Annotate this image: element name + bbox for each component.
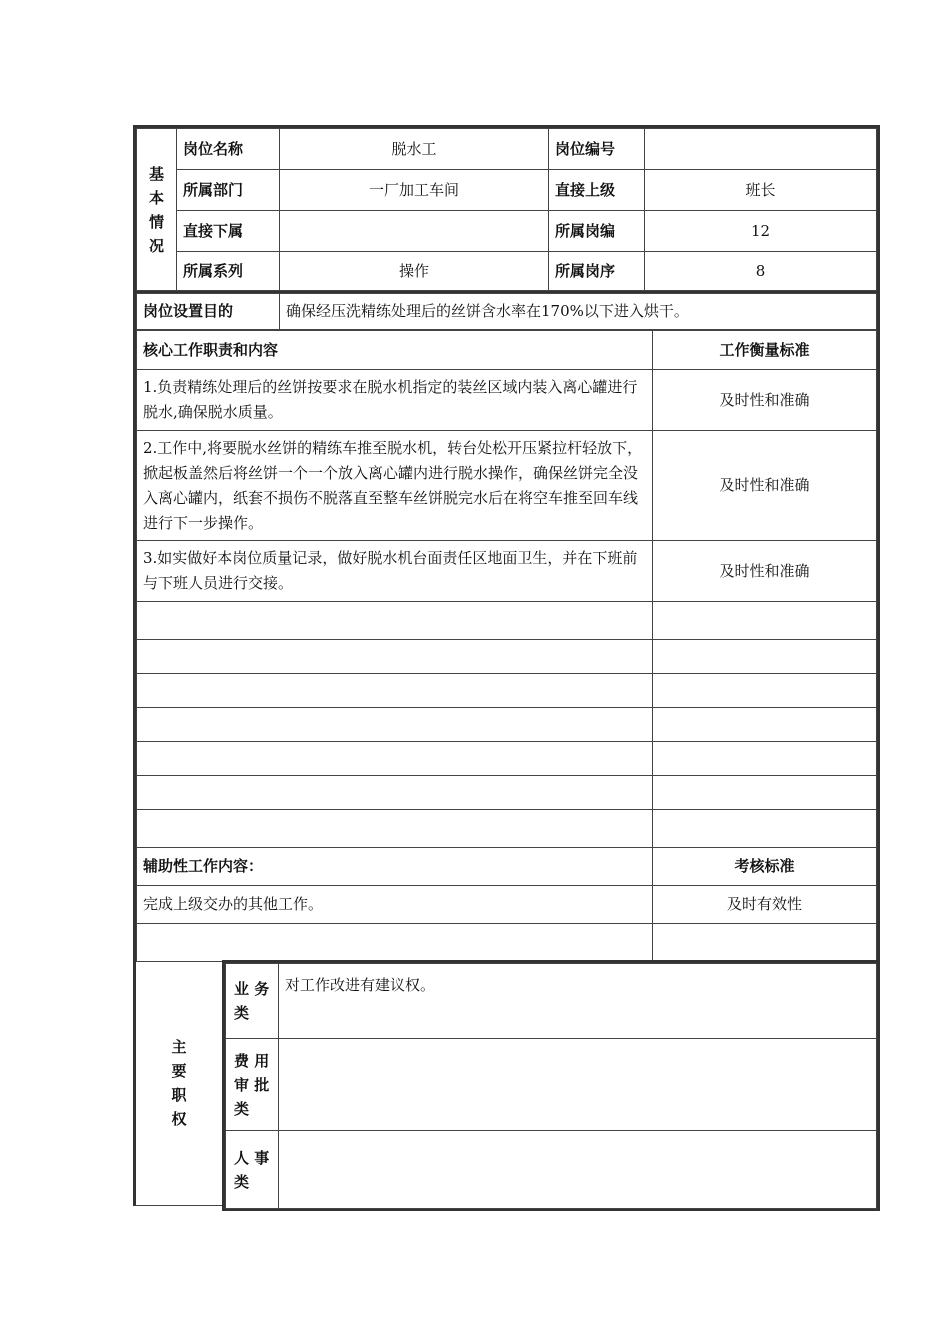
core-empty-row [137, 674, 877, 708]
core-empty-row [137, 810, 877, 848]
auxiliary-row [137, 886, 877, 924]
core-item-text: 2.工作中,将要脱水丝饼的精练车推至脱水机，转台处松开压紧拉杆轻放下，掀起板盖然后将丝饼一个一个放入离心罐内进行脱水操作，确保丝饼完全没入离心罐内，纸套不损伤不脱落直至整车丝饼脱完水后在将空车推至回车线进行下一步操作。 [137, 431, 653, 541]
dept-label: 所属部门 [177, 170, 280, 211]
authority-group-label: 主 要 职 权 [171, 1037, 187, 1128]
order-value: 8 [645, 252, 877, 291]
purpose-text: 确保经压洗精练处理后的丝饼含水率在170%以下进入烘干。 [280, 294, 877, 330]
core-duties-table [136, 330, 877, 962]
core-standard-header: 工作衡量标准 [653, 331, 877, 370]
core-item-text: 3.如实做好本岗位质量记录，做好脱水机台面责任区地面卫生，并在下班前与下班人员进行交接。 [137, 541, 653, 602]
basic-group-label: 基 本 情 况 [137, 129, 177, 291]
core-header: 核心工作职责和内容 [137, 331, 653, 370]
post-name-value: 脱水工 [280, 129, 549, 170]
auxiliary-empty-row [137, 924, 877, 962]
post-no-label: 岗位编号 [549, 129, 645, 170]
authority-content [279, 1131, 877, 1209]
core-item-text: 1.负责精练处理后的丝饼按要求在脱水机指定的装丝区域内装入离心罐进行脱水,确保脱水质量。 [137, 370, 653, 431]
authority-category: 业 务 类 [226, 964, 279, 1039]
purpose-label: 岗位设置目的 [137, 294, 280, 330]
core-item-standard: 及时性和准确 [653, 431, 877, 541]
post-name-label: 岗位名称 [177, 129, 280, 170]
authority-category: 人 事 类 [226, 1131, 279, 1209]
core-row [137, 431, 877, 541]
core-item-standard: 及时性和准确 [653, 370, 877, 431]
quota-value: 12 [645, 211, 877, 252]
auxiliary-item-text: 完成上级交办的其他工作。 [137, 886, 653, 924]
core-empty-row [137, 708, 877, 742]
auxiliary-header: 辅助性工作内容： [137, 848, 653, 886]
superior-value: 班长 [645, 170, 877, 211]
core-row [137, 541, 877, 602]
duties-block [133, 293, 880, 960]
series-label: 所属系列 [177, 252, 280, 291]
order-label: 所属岗序 [549, 252, 645, 291]
superior-label: 直接上级 [549, 170, 645, 211]
auxiliary-item-standard: 及时有效性 [653, 886, 877, 924]
core-empty-row [137, 602, 877, 640]
basic-info-block [133, 125, 880, 293]
core-empty-row [137, 776, 877, 810]
authority-table [225, 963, 877, 1209]
core-item-standard: 及时性和准确 [653, 541, 877, 602]
auxiliary-standard-header: 考核标准 [653, 848, 877, 886]
authority-content [279, 1039, 877, 1131]
dept-value: 一厂加工车间 [280, 170, 549, 211]
authority-category: 费 用 审 批 类 [226, 1039, 279, 1131]
authority-row [226, 964, 877, 1039]
authority-block [222, 960, 880, 1211]
core-empty-row [137, 640, 877, 674]
authority-row [226, 1131, 877, 1209]
authority-row [226, 1039, 877, 1131]
series-value: 操作 [280, 252, 549, 291]
authority-content: 对工作改进有建议权。 [279, 964, 877, 1039]
post-no-value [645, 129, 877, 170]
authority-group-cell [133, 960, 223, 1206]
basic-info-table [136, 128, 877, 291]
core-row [137, 370, 877, 431]
subordinate-value [280, 211, 549, 252]
purpose-table [136, 293, 877, 330]
subordinate-label: 直接下属 [177, 211, 280, 252]
core-empty-row [137, 742, 877, 776]
quota-label: 所属岗编 [549, 211, 645, 252]
